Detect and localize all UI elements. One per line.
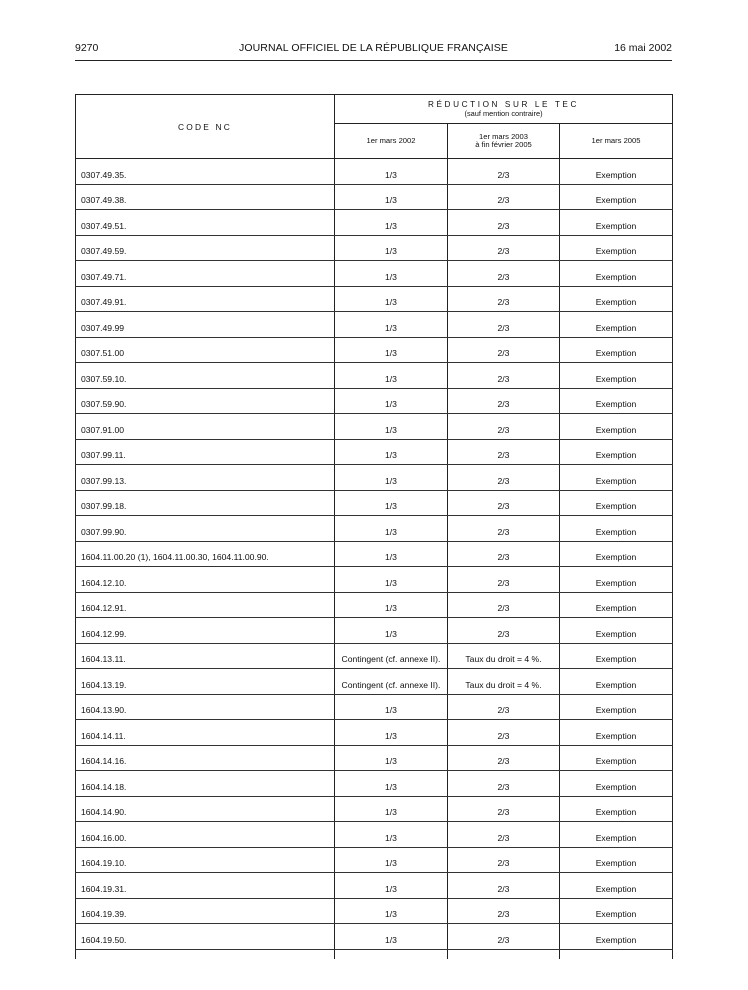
reduction-2002-cell: 1/3 [335, 873, 448, 899]
nc-code-cell: 1604.14.16. [76, 745, 335, 771]
nc-code-cell: 1604.11.00.20 (1), 1604.11.00.30, 1604.11.00.90. [76, 541, 335, 567]
reduction-2003-cell: 2/3 [448, 745, 560, 771]
nc-code-cell: 0307.91.00 [76, 414, 335, 440]
reduction-2003-cell: 2/3 [448, 618, 560, 644]
table-row [76, 694, 673, 720]
reduction-2003-cell: 2/3 [448, 873, 560, 899]
publication-date: 16 mai 2002 [614, 42, 672, 54]
reduction-2002-cell: 1/3 [335, 618, 448, 644]
reduction-2002-cell: 1/3 [335, 847, 448, 873]
table-row [76, 898, 673, 924]
reduction-2002-cell: 1/3 [335, 286, 448, 312]
table-row [76, 337, 673, 363]
col-header-2003-2005 [448, 124, 560, 159]
reduction-2003-cell: 2/3 [448, 822, 560, 848]
continuation-cell [560, 949, 673, 959]
table-row [76, 312, 673, 338]
reduction-2002-cell: 1/3 [335, 516, 448, 542]
reduction-2003-cell: 2/3 [448, 210, 560, 236]
table-row [76, 592, 673, 618]
reduction-2005-cell: Exemption [560, 924, 673, 950]
reduction-2005-cell: Exemption [560, 210, 673, 236]
nc-code-cell: 0307.99.18. [76, 490, 335, 516]
reduction-2003-cell: 2/3 [448, 771, 560, 797]
table-row [76, 745, 673, 771]
reduction-2002-cell: 1/3 [335, 796, 448, 822]
reduction-2005-cell: Exemption [560, 235, 673, 261]
nc-code-cell: 0307.49.51. [76, 210, 335, 236]
reduction-2005-cell: Exemption [560, 720, 673, 746]
continuation-cell [335, 949, 448, 959]
table-row [76, 618, 673, 644]
table-row [76, 567, 673, 593]
table-body [76, 159, 673, 960]
reduction-2005-cell: Exemption [560, 745, 673, 771]
reduction-2005-cell: Exemption [560, 643, 673, 669]
nc-code-cell: 1604.19.39. [76, 898, 335, 924]
reduction-note: (sauf mention contraire) [464, 109, 543, 118]
reduction-2002-cell: 1/3 [335, 924, 448, 950]
reduction-2005-cell: Exemption [560, 898, 673, 924]
reduction-2005-cell: Exemption [560, 465, 673, 491]
code-nc-header: CODE NC [76, 95, 335, 159]
col-header-2005 [560, 124, 673, 159]
reduction-2002-cell: 1/3 [335, 490, 448, 516]
table-row [76, 847, 673, 873]
table-row [76, 184, 673, 210]
reduction-2005-cell: Exemption [560, 669, 673, 695]
reduction-2003-cell: Taux du droit = 4 %. [448, 669, 560, 695]
reduction-2005-cell: Exemption [560, 541, 673, 567]
reduction-2002-cell: 1/3 [335, 541, 448, 567]
nc-code-cell: 0307.49.99 [76, 312, 335, 338]
nc-code-cell: 1604.19.31. [76, 873, 335, 899]
continuation-cell [76, 949, 335, 959]
table-row [76, 465, 673, 491]
table-row [76, 235, 673, 261]
reduction-2002-cell: 1/3 [335, 414, 448, 440]
reduction-2003-cell: 2/3 [448, 516, 560, 542]
table-row [76, 363, 673, 389]
reduction-2002-cell: Contingent (cf. annexe II). [335, 669, 448, 695]
nc-code-cell: 0307.49.91. [76, 286, 335, 312]
tariff-reduction-table [75, 94, 673, 959]
page-number: 9270 [75, 42, 99, 54]
reduction-2003-cell: 2/3 [448, 796, 560, 822]
reduction-2003-cell: 2/3 [448, 337, 560, 363]
table-row [76, 210, 673, 236]
table-row [76, 159, 673, 185]
reduction-2003-cell: 2/3 [448, 388, 560, 414]
reduction-2005-cell: Exemption [560, 822, 673, 848]
reduction-2005-cell: Exemption [560, 286, 673, 312]
reduction-2002-cell: 1/3 [335, 388, 448, 414]
reduction-2003-cell: 2/3 [448, 694, 560, 720]
reduction-2005-cell: Exemption [560, 337, 673, 363]
table-continuation [76, 949, 673, 959]
reduction-2005-cell: Exemption [560, 592, 673, 618]
reduction-2003-cell: 2/3 [448, 898, 560, 924]
reduction-2005-cell: Exemption [560, 694, 673, 720]
reduction-2002-cell: 1/3 [335, 771, 448, 797]
nc-code-cell: 1604.13.90. [76, 694, 335, 720]
reduction-2003-cell: 2/3 [448, 312, 560, 338]
reduction-2002-cell: 1/3 [335, 567, 448, 593]
reduction-2002-cell: 1/3 [335, 898, 448, 924]
table-row [76, 873, 673, 899]
table-row [76, 720, 673, 746]
reduction-2005-cell: Exemption [560, 516, 673, 542]
nc-code-cell: 1604.12.99. [76, 618, 335, 644]
nc-code-cell: 0307.49.38. [76, 184, 335, 210]
reduction-2002-cell: 1/3 [335, 694, 448, 720]
reduction-2002-cell: 1/3 [335, 822, 448, 848]
reduction-2003-cell: 2/3 [448, 363, 560, 389]
nc-code-cell: 1604.14.11. [76, 720, 335, 746]
reduction-2002-cell: 1/3 [335, 210, 448, 236]
reduction-2002-cell: 1/3 [335, 235, 448, 261]
reduction-2005-cell: Exemption [560, 312, 673, 338]
reduction-2005-cell: Exemption [560, 873, 673, 899]
col-header-2005-label: 1er mars 2005 [591, 135, 641, 145]
col-header-2003-line1: 1er mars 2003 [479, 131, 528, 141]
reduction-2003-cell: 2/3 [448, 235, 560, 261]
reduction-2002-cell: 1/3 [335, 261, 448, 287]
reduction-2005-cell: Exemption [560, 618, 673, 644]
col-header-2002 [335, 124, 448, 159]
reduction-2005-cell: Exemption [560, 363, 673, 389]
reduction-2005-cell: Exemption [560, 771, 673, 797]
table-row [76, 388, 673, 414]
reduction-2005-cell: Exemption [560, 184, 673, 210]
reduction-2002-cell: 1/3 [335, 363, 448, 389]
table-row [76, 286, 673, 312]
table-row [76, 490, 673, 516]
nc-code-cell: 1604.14.18. [76, 771, 335, 797]
nc-code-cell: 0307.51.00 [76, 337, 335, 363]
reduction-2002-cell: 1/3 [335, 184, 448, 210]
reduction-2005-cell: Exemption [560, 261, 673, 287]
journal-title: JOURNAL OFFICIEL DE LA RÉPUBLIQUE FRANÇAISE [239, 42, 508, 54]
reduction-2003-cell: 2/3 [448, 490, 560, 516]
nc-code-cell: 0307.99.13. [76, 465, 335, 491]
nc-code-cell: 1604.19.50. [76, 924, 335, 950]
nc-code-cell: 0307.49.59. [76, 235, 335, 261]
reduction-2005-cell: Exemption [560, 490, 673, 516]
col-header-2003-line2: à fin février 2005 [475, 140, 532, 149]
nc-code-cell: 0307.49.35. [76, 159, 335, 185]
reduction-2002-cell: Contingent (cf. annexe II). [335, 643, 448, 669]
reduction-title: RÉDUCTION SUR LE TEC [427, 100, 580, 109]
nc-code-cell: 1604.13.11. [76, 643, 335, 669]
reduction-2002-cell: 1/3 [335, 312, 448, 338]
nc-code-cell: 0307.99.11. [76, 439, 335, 465]
reduction-2003-cell: 2/3 [448, 847, 560, 873]
reduction-2003-cell: 2/3 [448, 414, 560, 440]
reduction-2003-cell: 2/3 [448, 541, 560, 567]
table-row [76, 439, 673, 465]
reduction-2002-cell: 1/3 [335, 439, 448, 465]
page-header [75, 42, 672, 61]
reduction-2003-cell: 2/3 [448, 261, 560, 287]
reduction-2003-cell: 2/3 [448, 286, 560, 312]
reduction-2003-cell: 2/3 [448, 465, 560, 491]
reduction-2003-cell: 2/3 [448, 924, 560, 950]
reduction-2003-cell: 2/3 [448, 592, 560, 618]
reduction-2005-cell: Exemption [560, 796, 673, 822]
reduction-2005-cell: Exemption [560, 847, 673, 873]
reduction-2002-cell: 1/3 [335, 465, 448, 491]
reduction-2005-cell: Exemption [560, 388, 673, 414]
nc-code-cell: 1604.12.10. [76, 567, 335, 593]
reduction-2002-cell: 1/3 [335, 745, 448, 771]
nc-code-cell: 1604.12.91. [76, 592, 335, 618]
reduction-2005-cell: Exemption [560, 414, 673, 440]
reduction-2002-cell: 1/3 [335, 337, 448, 363]
table-row [76, 822, 673, 848]
nc-code-cell: 0307.59.90. [76, 388, 335, 414]
reduction-2005-cell: Exemption [560, 567, 673, 593]
nc-code-cell: 1604.13.19. [76, 669, 335, 695]
table-row [76, 796, 673, 822]
reduction-2003-cell: 2/3 [448, 159, 560, 185]
reduction-2003-cell: 2/3 [448, 439, 560, 465]
nc-code-cell: 0307.99.90. [76, 516, 335, 542]
table-row [76, 924, 673, 950]
nc-code-cell: 1604.16.00. [76, 822, 335, 848]
reduction-2002-cell: 1/3 [335, 720, 448, 746]
nc-code-cell: 1604.19.10. [76, 847, 335, 873]
nc-code-cell: 1604.14.90. [76, 796, 335, 822]
table-row [76, 516, 673, 542]
reduction-2002-cell: 1/3 [335, 592, 448, 618]
reduction-header [335, 95, 673, 124]
reduction-2003-cell: 2/3 [448, 720, 560, 746]
col-header-2002-label: 1er mars 2002 [366, 135, 416, 145]
table-row [76, 669, 673, 695]
continuation-cell [448, 949, 560, 959]
table-row [76, 414, 673, 440]
reduction-2003-cell: Taux du droit = 4 %. [448, 643, 560, 669]
table-row [76, 771, 673, 797]
reduction-2005-cell: Exemption [560, 439, 673, 465]
table-row [76, 643, 673, 669]
reduction-2002-cell: 1/3 [335, 159, 448, 185]
reduction-2005-cell: Exemption [560, 159, 673, 185]
reduction-2003-cell: 2/3 [448, 567, 560, 593]
table-row [76, 541, 673, 567]
nc-code-cell: 0307.49.71. [76, 261, 335, 287]
nc-code-cell: 0307.59.10. [76, 363, 335, 389]
table-row [76, 261, 673, 287]
reduction-2003-cell: 2/3 [448, 184, 560, 210]
